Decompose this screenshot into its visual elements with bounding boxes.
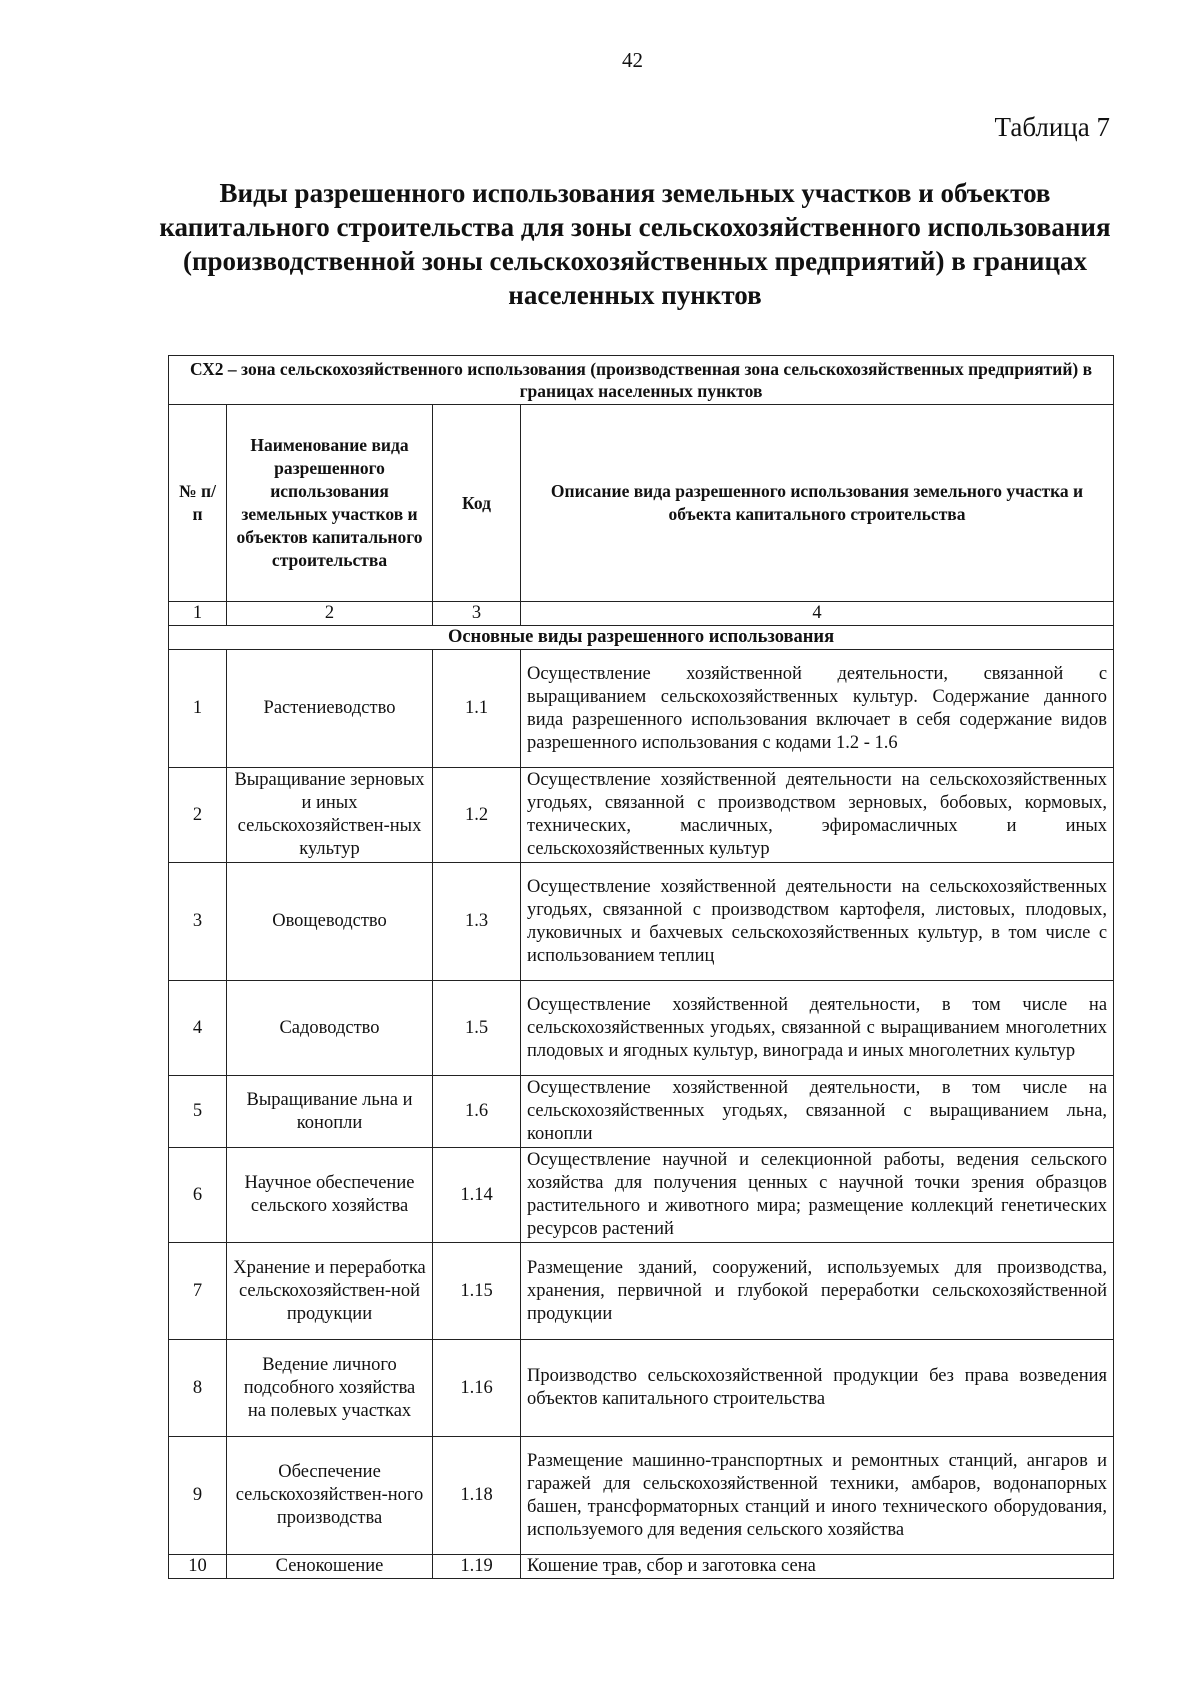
- zone-header-row: [169, 356, 1114, 405]
- row-code: 1.14: [433, 1148, 521, 1243]
- row-description: Осуществление хозяйственной деятельности, в том числе на сельскохозяйственных угодьях, связанной с выращиванием многолетних плодовых и ягодных культур, винограда и иных многолетних культур: [521, 981, 1114, 1076]
- row-number: 3: [169, 863, 227, 981]
- column-number: 3: [433, 602, 521, 626]
- column-number-row: [169, 602, 1114, 626]
- column-number: 2: [227, 602, 433, 626]
- row-name: Выращивание зерновых и иных сельскохозяйствен-ных культур: [227, 768, 433, 863]
- row-name: Садоводство: [227, 981, 433, 1076]
- page-number: 42: [622, 48, 643, 72]
- column-number: 4: [521, 602, 1114, 626]
- row-number: 6: [169, 1148, 227, 1243]
- table-row: [169, 981, 1114, 1076]
- table-row: [169, 1076, 1114, 1148]
- zone-header: СХ2 – зона сельскохозяйственного использования (производственная зона сельскохозяйственных предприятий) в границах населенных пунктов: [169, 356, 1114, 405]
- row-code: 1.2: [433, 768, 521, 863]
- row-name: Сенокошение: [227, 1555, 433, 1579]
- column-header-num: № п/п: [169, 405, 227, 602]
- row-code: 1.3: [433, 863, 521, 981]
- row-number: 10: [169, 1555, 227, 1579]
- row-description: Осуществление хозяйственной деятельности, связанной с выращиванием сельскохозяйственных культур. Содержание данного вида разрешенного использования включает в себя содержание видов разрешенного использования с кодами 1.2 - 1.6: [521, 650, 1114, 768]
- row-number: 2: [169, 768, 227, 863]
- row-name: Научное обеспечение сельского хозяйства: [227, 1148, 433, 1243]
- row-name: Обеспечение сельскохозяйствен-ного производства: [227, 1437, 433, 1555]
- row-number: 1: [169, 650, 227, 768]
- row-description: Размещение машинно-транспортных и ремонтных станций, ангаров и гаражей для сельскохозяйственной техники, амбаров, водонапорных башен, трансформаторных станций и иного технического оборудования, используемого для ведения сельского хозяйства: [521, 1437, 1114, 1555]
- row-number: 4: [169, 981, 227, 1076]
- row-number: 9: [169, 1437, 227, 1555]
- row-code: 1.5: [433, 981, 521, 1076]
- land-use-table: [168, 355, 1114, 1579]
- table-row: [169, 768, 1114, 863]
- section-title: Основные виды разрешенного использования: [169, 626, 1114, 650]
- row-description: Производство сельскохозяйственной продукции без права возведения объектов капитального строительства: [521, 1340, 1114, 1437]
- section-row: [169, 626, 1114, 650]
- table-row: [169, 1555, 1114, 1579]
- row-name: Хранение и переработка сельскохозяйствен-ной продукции: [227, 1243, 433, 1340]
- table-row: [169, 1243, 1114, 1340]
- row-description: Осуществление хозяйственной деятельности на сельскохозяйственных угодьях, связанной с производством зерновых, бобовых, кормовых, технических, масличных, эфиромасличных и иных сельскохозяйственных культур: [521, 768, 1114, 863]
- table-row: [169, 1148, 1114, 1243]
- row-name: Растениеводство: [227, 650, 433, 768]
- row-description: Осуществление научной и селекционной работы, ведения сельского хозяйства для получения ценных с научной точки зрения образцов растительного и животного мира; размещение коллекций генетических ресурсов растений: [521, 1148, 1114, 1243]
- column-header-code: Код: [433, 405, 521, 602]
- column-number: 1: [169, 602, 227, 626]
- row-name: Выращивание льна и конопли: [227, 1076, 433, 1148]
- row-name: Ведение личного подсобного хозяйства на полевых участках: [227, 1340, 433, 1437]
- row-code: 1.16: [433, 1340, 521, 1437]
- column-header-row: [169, 405, 1114, 602]
- table-label: Таблица 7: [994, 112, 1110, 142]
- table-row: [169, 650, 1114, 768]
- row-number: 8: [169, 1340, 227, 1437]
- row-name: Овощеводство: [227, 863, 433, 981]
- row-code: 1.15: [433, 1243, 521, 1340]
- row-code: 1.6: [433, 1076, 521, 1148]
- table-row: [169, 863, 1114, 981]
- row-description: Осуществление хозяйственной деятельности, в том числе на сельскохозяйственных угодьях, связанной с выращиванием льна, конопли: [521, 1076, 1114, 1148]
- row-code: 1.1: [433, 650, 521, 768]
- row-description: Осуществление хозяйственной деятельности на сельскохозяйственных угодьях, связанной с производством картофеля, листовых, плодовых, луковичных и бахчевых сельскохозяйственных культур, в том числе с использованием теплиц: [521, 863, 1114, 981]
- column-header-desc: Описание вида разрешенного использования земельного участка и объекта капитального строительства: [521, 405, 1114, 602]
- row-description: Кошение трав, сбор и заготовка сена: [521, 1555, 1114, 1579]
- column-header-name: Наименование вида разрешенного использования земельных участков и объектов капитального строительства: [227, 405, 433, 602]
- row-description: Размещение зданий, сооружений, используемых для производства, хранения, первичной и глубокой переработки сельскохозяйственной продукции: [521, 1243, 1114, 1340]
- row-code: 1.19: [433, 1555, 521, 1579]
- row-code: 1.18: [433, 1437, 521, 1555]
- row-number: 7: [169, 1243, 227, 1340]
- document-title: Виды разрешенного использования земельных участков и объектов капитального строительства для зоны сельскохозяйственного использования (производственной зоны сельскохозяйственных предприятий) в границах населенных пунктов: [159, 178, 1111, 310]
- table-row: [169, 1340, 1114, 1437]
- table-row: [169, 1437, 1114, 1555]
- row-number: 5: [169, 1076, 227, 1148]
